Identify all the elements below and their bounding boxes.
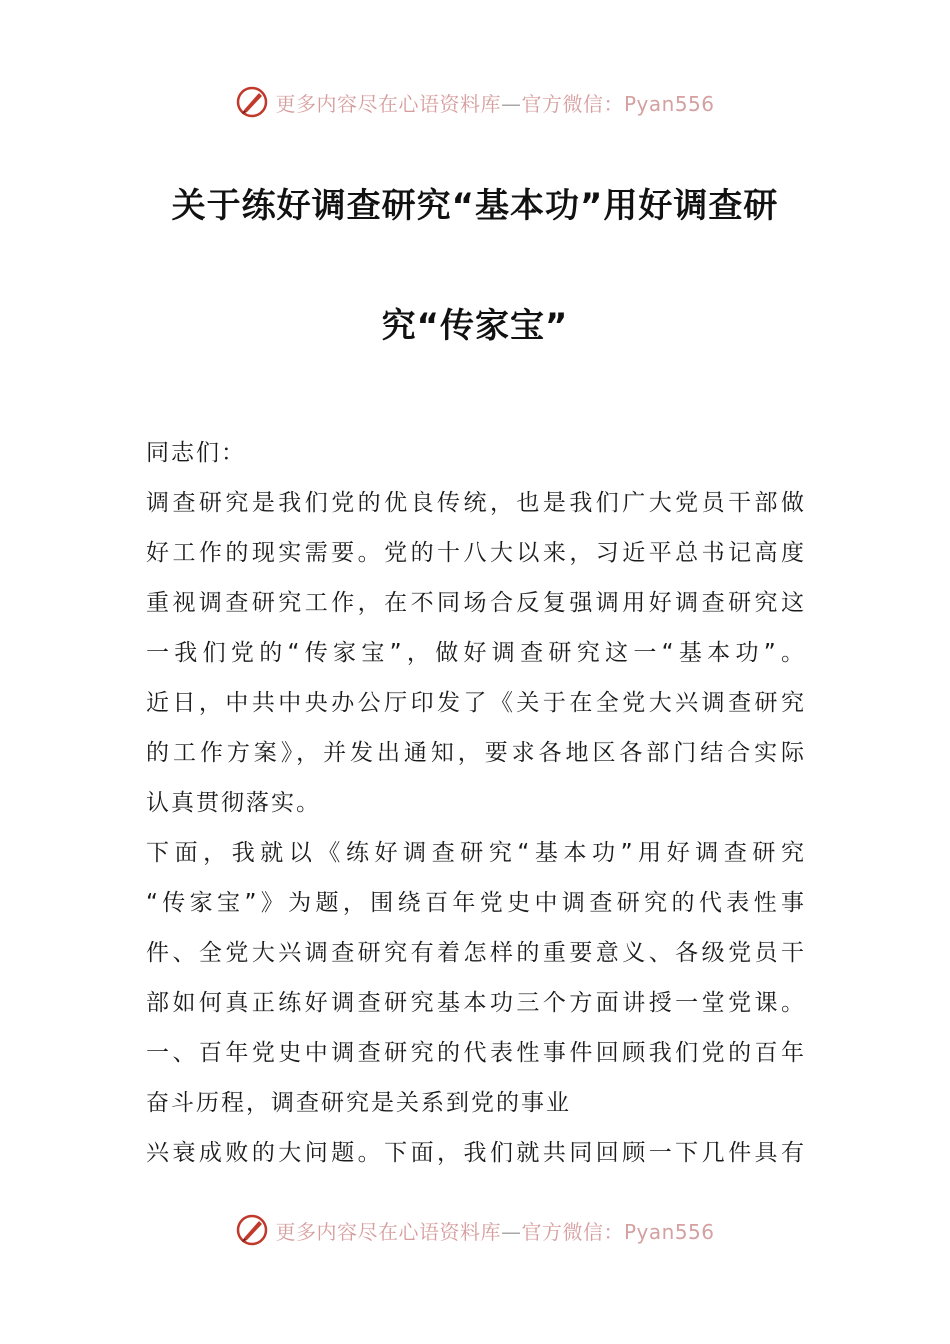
header-watermark xyxy=(0,80,950,124)
body-line: “传家宝”》为题，围绕百年党史中调查研究的代表性事 xyxy=(146,890,806,916)
watermark-official: 官方微信： xyxy=(521,1219,624,1244)
body-line: 一、百年党史中调查研究的代表性事件回顾我们党的百年 xyxy=(146,1040,806,1066)
body-line: 近日，中共中央办公厅印发了《关于在全党大兴调查研究 xyxy=(146,690,806,716)
body-line: 一我们党的“传家宝”，做好调查研究这一“基本功”。 xyxy=(146,640,806,666)
body-line: 件、全党大兴调查研究有着怎样的重要意义、各级党员干 xyxy=(146,940,806,966)
watermark-dash: — xyxy=(500,91,522,116)
watermark-text xyxy=(275,1216,714,1245)
footer-watermark xyxy=(0,1208,950,1252)
pen-logo-icon xyxy=(235,85,269,119)
body-line: 调查研究是我们党的优良传统，也是我们广大党员干部做 xyxy=(146,490,806,516)
pen-logo-icon xyxy=(235,1213,269,1247)
watermark-id: Pyan556 xyxy=(623,91,715,116)
watermark-site: 更多内容尽在心语资料库 xyxy=(275,1219,501,1244)
body-line: 部如何真正练好调查研究基本功三个方面讲授一堂党课。 xyxy=(146,990,806,1016)
watermark-official: 官方微信： xyxy=(521,91,624,116)
body-line: 认真贯彻落实。 xyxy=(146,790,321,816)
watermark-text xyxy=(275,88,714,117)
body-line: 兴衰成败的大问题。下面，我们就共同回顾一下几件具有 xyxy=(146,1140,806,1166)
body-line: 的工作方案》，并发出通知，要求各地区各部门结合实际 xyxy=(146,740,806,766)
body-line: 下面，我就以《练好调查研究“基本功”用好调查研究 xyxy=(146,840,806,866)
body-line: 奋斗历程，调查研究是关系到党的事业 xyxy=(146,1090,571,1116)
document-title-line-1: 关于练好调查研究“基本功”用好调查研 xyxy=(171,186,779,226)
watermark-id: Pyan556 xyxy=(623,1219,715,1244)
document-title-line-2: 究“传家宝” xyxy=(381,306,569,346)
watermark-site: 更多内容尽在心语资料库 xyxy=(275,91,501,116)
body-line: 重视调查研究工作，在不同场合反复强调用好调查研究这 xyxy=(146,590,806,616)
body-line: 好工作的现实需要。党的十八大以来，习近平总书记高度 xyxy=(146,540,806,566)
body-line: 同志们： xyxy=(146,440,246,466)
document-body xyxy=(146,428,806,1178)
watermark-dash: — xyxy=(500,1219,522,1244)
